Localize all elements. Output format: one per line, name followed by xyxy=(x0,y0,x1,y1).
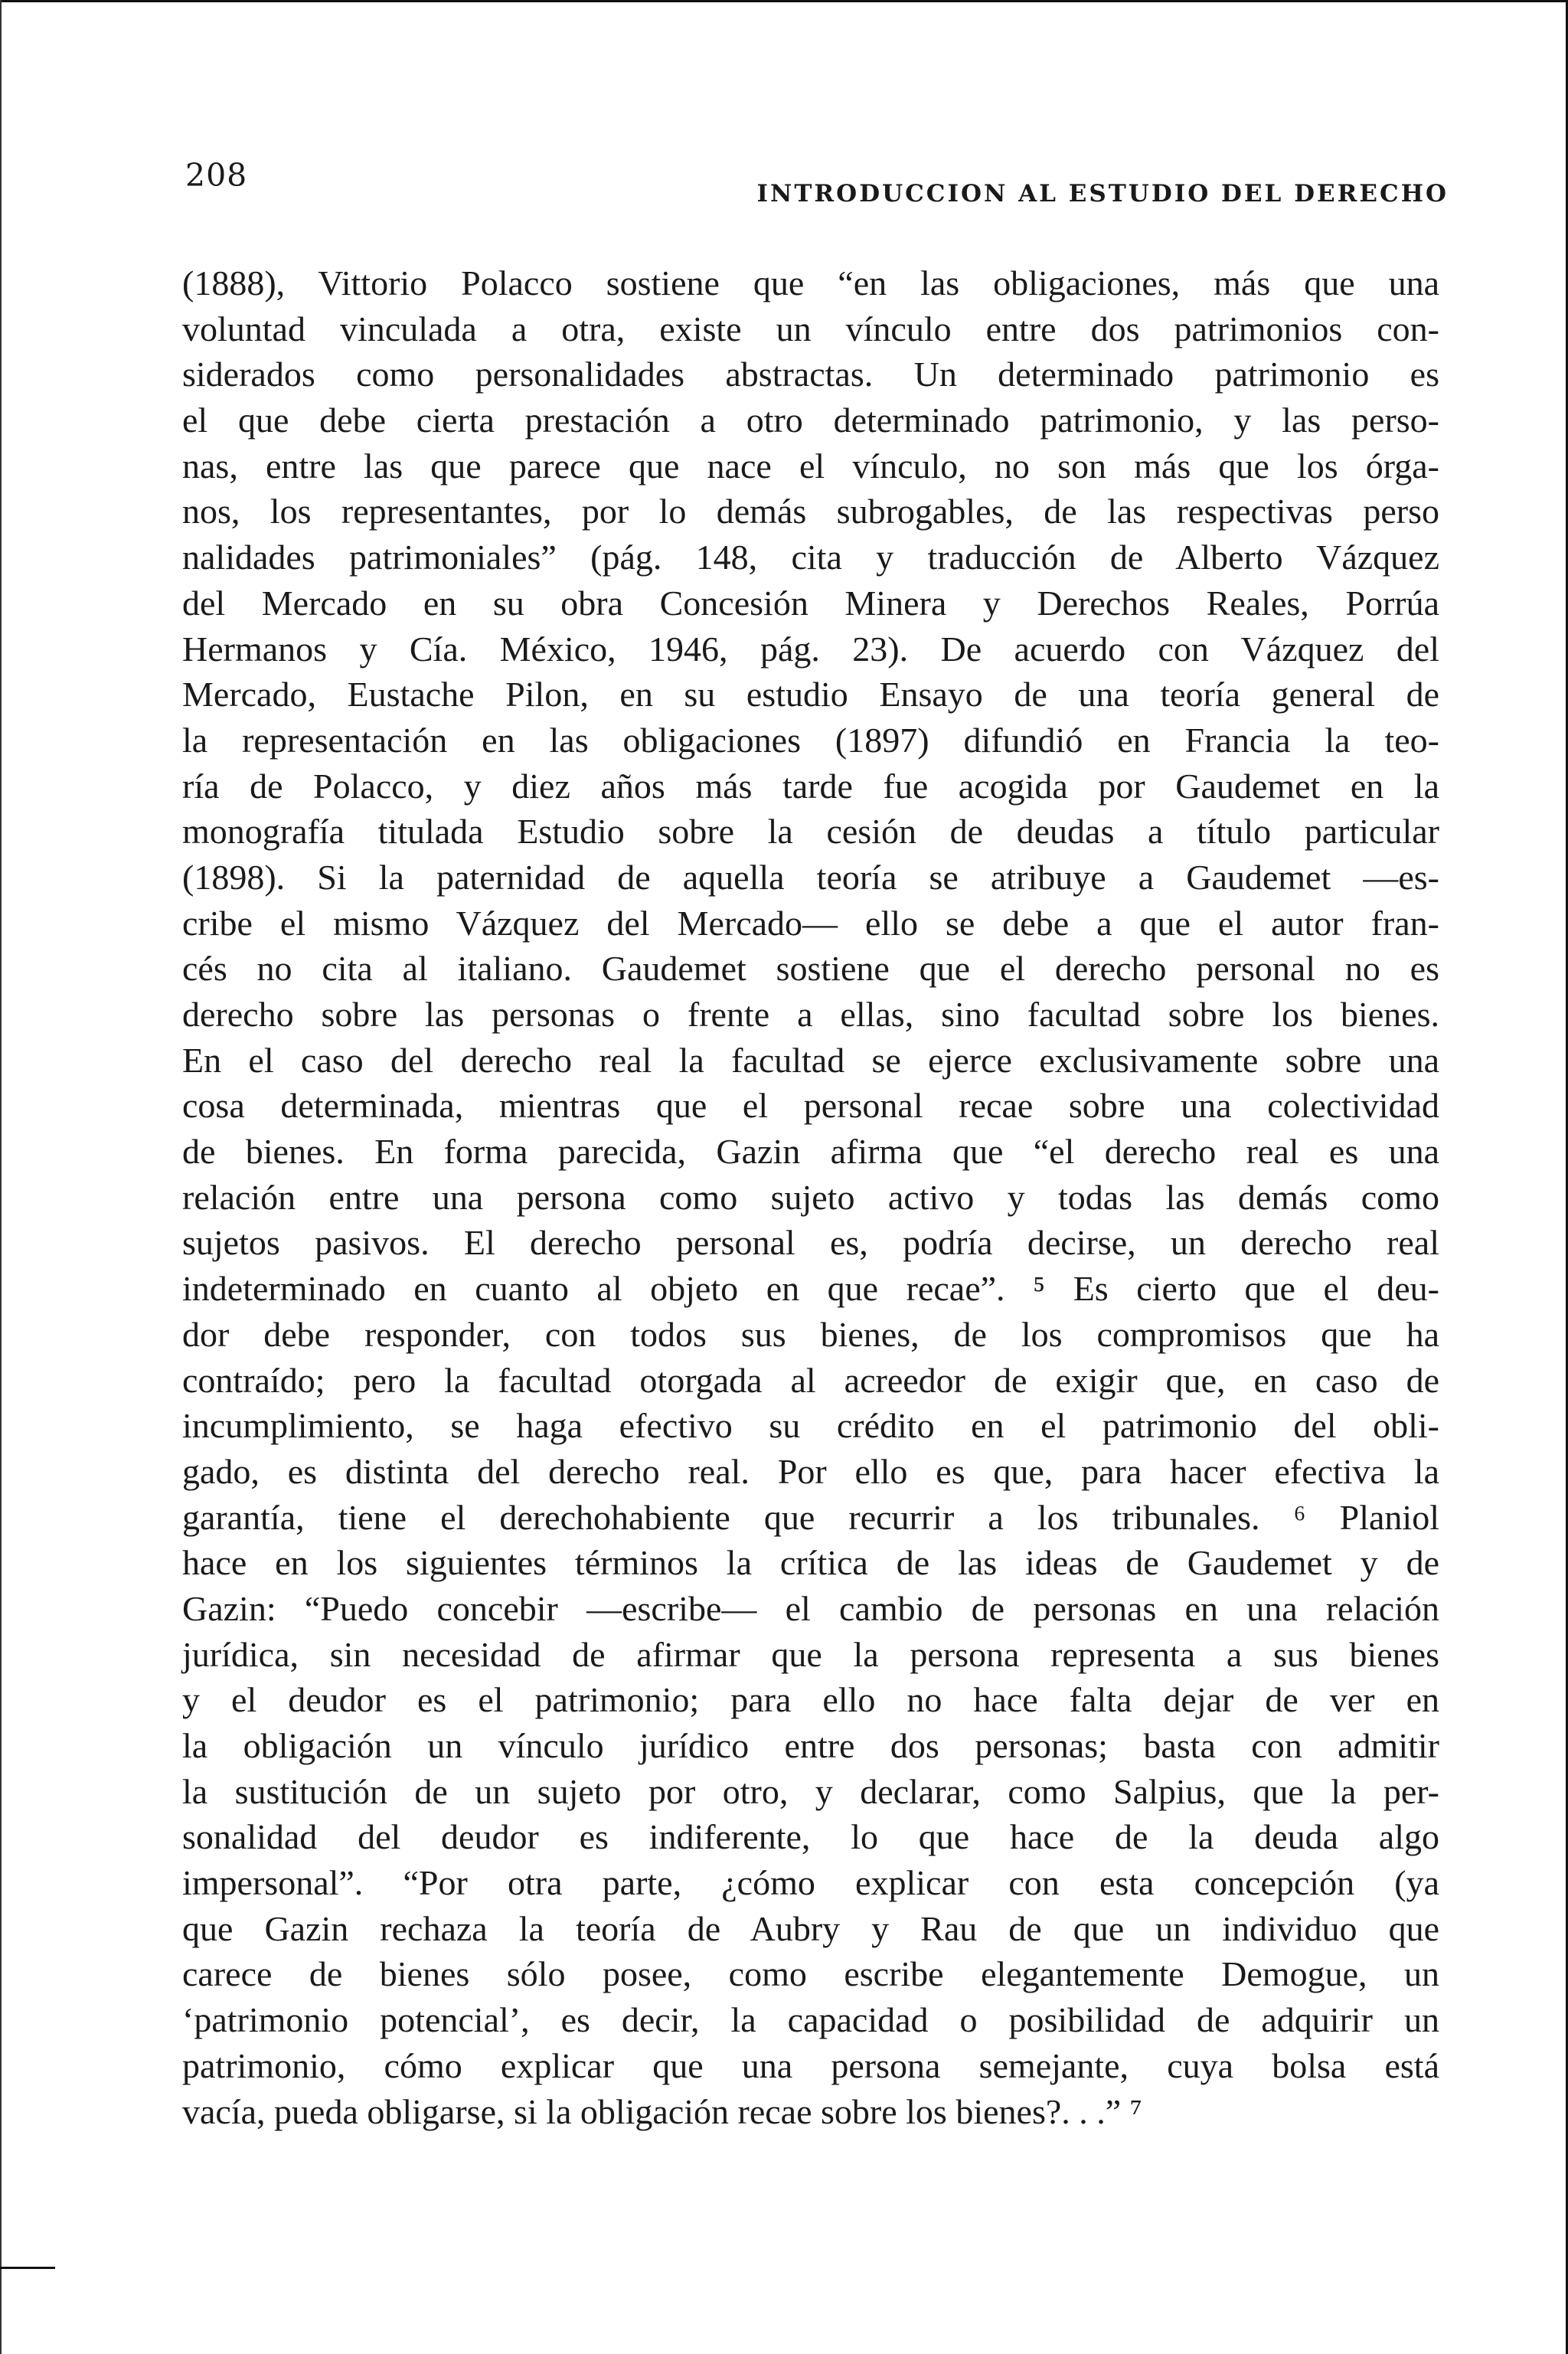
text-line: Mercado, Eustache Pilon, en su estudio Ensayo de una teoría general de xyxy=(182,675,1439,714)
text-line: nos, los representantes, por lo demás subrogables, de las respectivas perso xyxy=(182,492,1439,531)
text-line: indeterminado en cuanto al objeto en que recae”. ⁵ Es cierto que el deu- xyxy=(182,1269,1439,1309)
text-line: ría de Polacco, y diez años más tarde fue acogida por Gaudemet en la xyxy=(182,766,1439,806)
text-line: incumplimiento, se haga efectivo su crédito en el patrimonio del obli- xyxy=(182,1406,1439,1446)
text-line: En el caso del derecho real la facultad se ejerce exclusivamente sobre una xyxy=(182,1040,1439,1080)
text-line: voluntad vinculada a otra, existe un vínculo entre dos patrimonios con- xyxy=(182,309,1439,348)
text-line: contraído; pero la facultad otorgada al acreedor de exigir que, en caso de xyxy=(182,1360,1439,1400)
text-line: sonalidad del deudor es indiferente, lo que hace de la deuda algo xyxy=(182,1817,1439,1857)
text-line: impersonal”. “Por otra parte, ¿cómo explicar con esta concepción (ya xyxy=(182,1863,1439,1903)
text-line: hace en los siguientes términos la crítica de las ideas de Gaudemet y de xyxy=(182,1543,1439,1583)
text-line: nalidades patrimoniales” (pág. 148, cita y traducción de Alberto Vázquez xyxy=(182,538,1439,577)
text-line: la obligación un vínculo jurídico entre dos personas; basta con admitir xyxy=(182,1726,1439,1765)
text-line: jurídica, sin necesidad de afirmar que la persona representa a sus bienes xyxy=(182,1634,1439,1674)
text-line: ‘patrimonio potencial’, es decir, la capacidad o posibilidad de adquirir un xyxy=(182,2000,1439,2040)
text-line: que Gazin rechaza la teoría de Aubry y Rau de que un individuo que xyxy=(182,1908,1439,1948)
text-line: derecho sobre las personas o frente a ellas, sino facultad sobre los bienes. xyxy=(182,995,1439,1034)
running-title: INTRODUCCION AL ESTUDIO DEL DERECHO xyxy=(756,180,1449,208)
text-line: la representación en las obligaciones (1897) difundió en Francia la teo- xyxy=(182,720,1439,760)
text-line: cribe el mismo Vázquez del Mercado— ello se debe a que el autor fran- xyxy=(182,903,1439,943)
text-line: monografía titulada Estudio sobre la cesión de deudas a título particular xyxy=(182,812,1439,852)
text-line: cosa determinada, mientras que el personal recae sobre una colectividad xyxy=(182,1086,1439,1126)
page-number: 208 xyxy=(185,157,248,194)
text-line: del Mercado en su obra Concesión Minera y Derechos Reales, Porrúa xyxy=(182,583,1439,623)
scan-left-border xyxy=(0,0,2,2354)
text-line: gado, es distinta del derecho real. Por ello es que, para hacer efectiva la xyxy=(182,1451,1439,1491)
text-line: patrimonio, cómo explicar que una persona semejante, cuya bolsa está xyxy=(182,2045,1439,2085)
text-line: dor debe responder, con todos sus bienes, de los compromisos que ha xyxy=(182,1314,1439,1354)
text-line: nas, entre las que parece que nace el vínculo, no son más que los órga- xyxy=(182,446,1439,486)
text-line: la sustitución de un sujeto por otro, y declarar, como Salpius, que la per- xyxy=(182,1771,1439,1811)
text-line: y el deudor es el patrimonio; para ello no hace falta dejar de ver en xyxy=(182,1680,1439,1720)
body-text xyxy=(182,260,1439,2134)
text-line: el que debe cierta prestación a otro determinado patrimonio, y las perso- xyxy=(182,401,1439,440)
text-line: garantía, tiene el derechohabiente que recurrir a los tribunales. ⁶ Planiol xyxy=(182,1497,1439,1537)
page-header xyxy=(185,157,1449,211)
text-line: siderados como personalidades abstractas. Un determinado patrimonio es xyxy=(182,355,1439,394)
text-line: sujetos pasivos. El derecho personal es, podría decirse, un derecho real xyxy=(182,1223,1439,1263)
text-line: relación entre una persona como sujeto activo y todas las demás como xyxy=(182,1177,1439,1217)
text-line: (1888), Vittorio Polacco sostiene que “en las obligaciones, más que una xyxy=(182,263,1439,302)
text-line: Gazin: “Puedo concebir —escribe— el cambio de personas en una relación xyxy=(182,1588,1439,1628)
text-line: cés no cita al italiano. Gaudemet sostiene que el derecho personal no es xyxy=(182,949,1439,989)
text-line: vacía, pueda obligarse, si la obligación recae sobre los bienes?. . .” ⁷ xyxy=(182,2091,1142,2131)
scan-top-border xyxy=(0,0,1568,2)
text-line: carece de bienes sólo posee, como escribe elegantemente Demogue, un xyxy=(182,1954,1439,1994)
text-line: de bienes. En forma parecida, Gazin afirma que “el derecho real es una xyxy=(182,1132,1439,1172)
text-line: Hermanos y Cía. México, 1946, pág. 23). De acuerdo con Vázquez del xyxy=(182,629,1439,669)
scan-edge-mark xyxy=(0,2267,55,2269)
text-line: (1898). Si la paternidad de aquella teoría se atribuye a Gaudemet —es- xyxy=(182,857,1439,897)
